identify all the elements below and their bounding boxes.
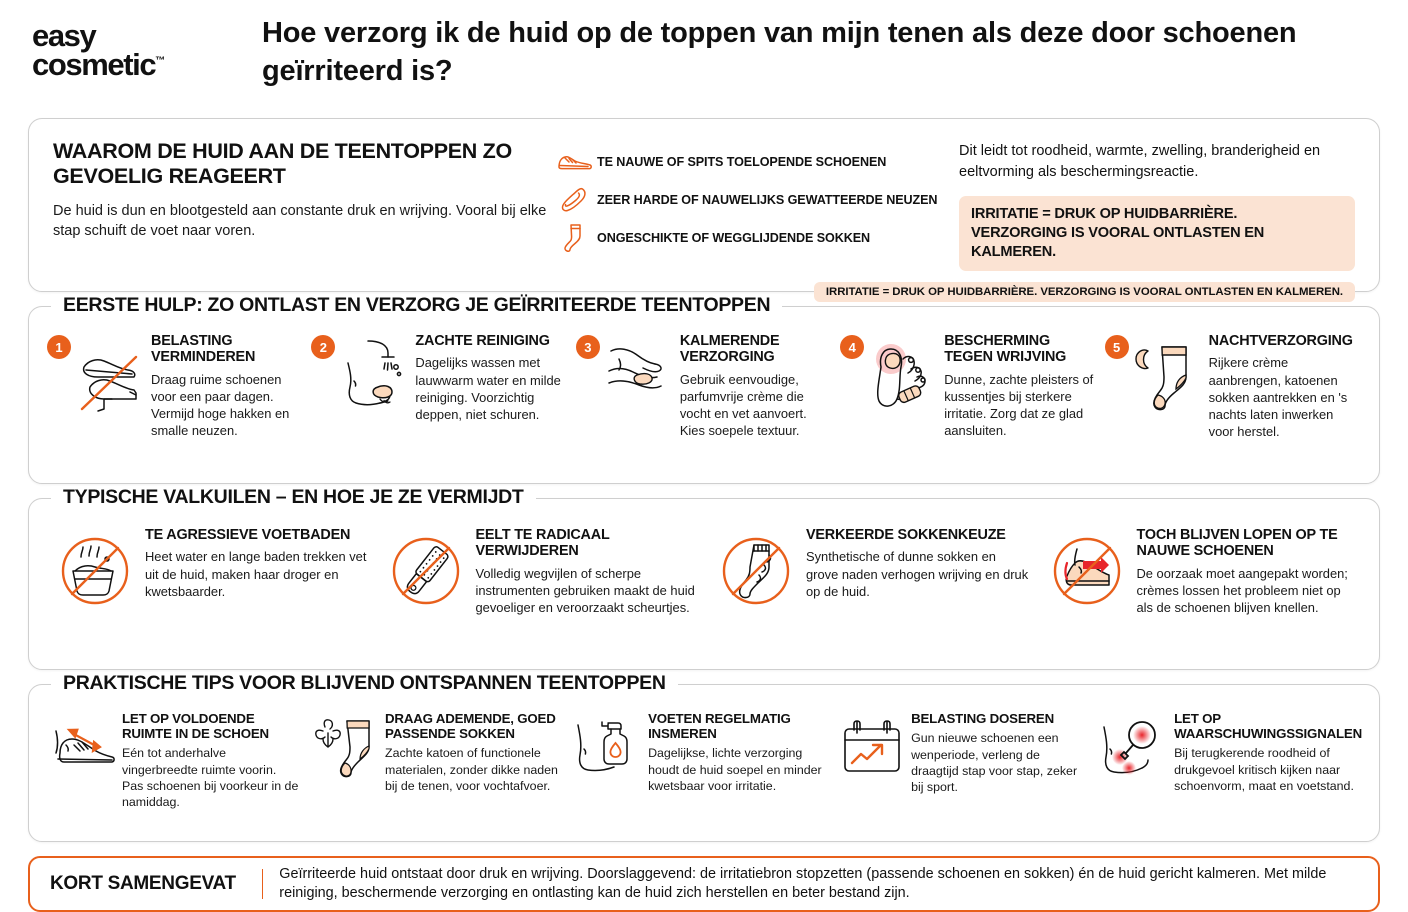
step-title: NACHTVERZORGING (1208, 333, 1353, 349)
pitfall-title: TE AGRESSIEVE VOETBADEN (145, 527, 351, 543)
insole-icon (553, 186, 597, 214)
tip-title: BELASTING DOSEREN (911, 711, 1054, 726)
step-text-block (1205, 333, 1361, 483)
pitfalls-card (28, 486, 1380, 670)
brand-logo-line1: easy (32, 18, 96, 53)
irritation-highlight-box (959, 196, 1355, 271)
pitfall-item (43, 527, 374, 669)
step-text-block (147, 333, 303, 483)
irritation-highlight-strip: IRRITATIE = DRUK OP HUIDBARRIÈRE. VERZORGING IS VOORAL ONTLASTEN EN KALMEREN. (814, 282, 1355, 302)
first-aid-step (307, 333, 571, 483)
step-number-badge: 2 (311, 335, 335, 359)
tip-title: VOETEN REGELMATIG INSMEREN (648, 711, 791, 742)
step-description: Draag ruime schoenen voor een paar dagen. Vermijd hoge hakken en smalle neuzen. (151, 371, 290, 439)
tip-item (304, 711, 567, 841)
step-title: KALMERENDE VERZORGING (679, 333, 780, 366)
first-aid-step (836, 333, 1100, 483)
tight-shoe-forbidden-icon (1041, 527, 1133, 669)
pitfall-item (704, 527, 1035, 669)
sock-icon (553, 223, 597, 253)
step-description: Dunne, zachte pleisters of kussentjes bij sterkere irritatie. Zorg dat ze glad aansluiten. (944, 371, 1094, 439)
night-sock-moon-icon (1131, 333, 1205, 483)
step-text-block (676, 333, 832, 483)
cause-label: ONGESCHIKTE OF WEGGLIJDENDE SOKKEN (597, 231, 870, 245)
tip-description: Dagelijkse, lichte verzorging houdt de huid soepel en minder kwetsbaar voor irritatie. (648, 746, 822, 794)
pitfalls-heading: TYPISCHE VALKUILEN – EN HOE JE ZE VERMIJDT (51, 486, 536, 509)
shoe-space-arrow-icon (46, 711, 120, 841)
why-causes-list (553, 139, 953, 291)
cotton-sock-icon (309, 711, 383, 841)
step-text-block (411, 333, 567, 483)
step-number-badge: 3 (576, 335, 600, 359)
pitfall-description: Volledig wegvijlen of scherpe instrumenten gebruiken maakt de huid gevoeliger en veroorzaakt scheurtjes. (475, 565, 695, 616)
first-aid-step (572, 333, 836, 483)
high-heel-crossed-icon (73, 333, 147, 483)
lotion-bottle-foot-icon (572, 711, 646, 841)
tip-text-block (1172, 711, 1362, 841)
tip-description: Eén tot anderhalve vingerbreedte ruimte voorin. Pas schoenen bij voorkeur in de namiddag. (122, 746, 299, 810)
first-aid-step (1101, 333, 1365, 483)
step-number-badge: 1 (47, 335, 71, 359)
summary-label: KORT SAMENGEVAT (50, 873, 236, 894)
shoe-icon (553, 151, 597, 173)
why-consequence: Dit leidt tot roodheid, warmte, zwelling, branderigheid en eeltvorming als beschermingsreactie. (959, 143, 1321, 180)
tip-text-block (120, 711, 299, 841)
summary-text: Geïrriteerde huid ontstaat door druk en wrijving. Doorslaggevend: de irritatiebron stopzetten (passende schoenen en sokken) én de huid gericht kalmeren. Met milde reiniging, beschermende verzorging en ontlasting kan de huid zich herstellen en beter bestand zijn. (279, 865, 1327, 901)
tip-text-block (383, 711, 562, 841)
step-number-badge: 5 (1105, 335, 1129, 359)
cause-label: ZEER HARDE OF NAUWELIJKS GEWATTEERDE NEUZEN (597, 193, 938, 207)
pitfall-text-block (141, 527, 368, 669)
first-aid-heading: EERSTE HULP: ZO ONTLAST EN VERZORG JE GEÏRRITEERDE TEENTOPPEN (51, 294, 782, 317)
highlight-line-2: VERZORGING IS VOORAL ONTLASTEN EN KALMEREN. (971, 225, 1265, 261)
step-title: BELASTING VERMINDEREN (151, 333, 256, 366)
tip-description: Bij terugkerende roodheid of drukgevoel kritisch kijken naar schoenvorm, maat en voetstand. (1174, 746, 1354, 794)
pitfall-description: Synthetische of dunne sokken en grove naden verhogen wrijving en druk op de huid. (806, 549, 1029, 599)
pitfall-title: EELT TE RADICAAL VERWIJDEREN (475, 527, 610, 560)
highlight-line-1: IRRITATIE = DRUK OP HUIDBARRIÈRE. (971, 206, 1238, 223)
why-left (53, 139, 553, 291)
why-card (28, 118, 1380, 298)
pitfall-text-block (1133, 527, 1360, 669)
page-title: Hoe verzorg ik de huid op de toppen van mijn tenen als deze door schoenen geïrriteerd is? (262, 17, 1297, 88)
pitfall-item (374, 527, 705, 669)
tip-text-block (646, 711, 825, 841)
first-aid-card (28, 294, 1380, 484)
why-paragraph: De huid is dun en blootgesteld aan constante druk en wrijving. Vooral bij elke stap schuift de voet naar voren. (53, 202, 547, 240)
wrong-sock-forbidden-icon (710, 527, 802, 669)
why-right (953, 139, 1355, 291)
tip-title: LET OP WAARSCHUWINGSSIGNALEN (1174, 711, 1362, 742)
tip-title: LET OP VOLDOENDE RUIMTE IN DE SCHOEN (122, 711, 269, 742)
page-header (0, 0, 1408, 118)
pitfall-title: TOCH BLIJVEN LOPEN OP TE NAUWE SCHOENEN (1136, 527, 1338, 560)
pitfall-description: Heet water en lange baden trekken vet uit de huid, maken haar droger en kwetsbaarder. (145, 549, 367, 599)
trademark-symbol: ™ (155, 55, 166, 67)
first-aid-step (43, 333, 307, 483)
cause-item (553, 143, 953, 181)
tip-description: Gun nieuwe schoenen een wenperiode, verleng de draagtijd stap voor stap, zeker bij sport. (911, 731, 1078, 795)
cause-item (553, 181, 953, 219)
step-title: ZACHTE REINIGING (415, 333, 550, 349)
cause-item (553, 219, 953, 257)
brand-logo (0, 14, 262, 80)
tips-heading: PRAKTISCHE TIPS VOOR BLIJVEND ONTSPANNEN TEENTOPPEN (51, 672, 678, 695)
foot-washing-icon (337, 333, 411, 483)
pitfall-text-block (472, 527, 699, 669)
brand-logo-line2: cosmetic™ (32, 46, 166, 82)
cream-application-icon (602, 333, 676, 483)
step-text-block (940, 333, 1096, 483)
pitfall-item (1035, 527, 1366, 669)
headline-block (262, 14, 1408, 91)
step-title: BESCHERMING TEGEN WRIJVING (944, 333, 1067, 366)
toe-plaster-icon (866, 333, 940, 483)
why-heading: WAAROM DE HUID AAN DE TEENTOPPEN ZO GEVOELIG REAGEERT (53, 139, 512, 188)
cause-label: TE NAUWE OF SPITS TOELOPENDE SCHOENEN (597, 155, 887, 169)
callus-file-forbidden-icon (380, 527, 472, 669)
pitfall-description: De oorzaak moet aangepakt worden; crèmes lossen het probleem niet op als de schoenen blijven knellen. (1136, 565, 1348, 616)
tip-item (1093, 711, 1367, 841)
pitfall-text-block (802, 527, 1029, 669)
foot-magnifier-warning-icon (1098, 711, 1172, 841)
tip-item (567, 711, 830, 841)
step-description: Gebruik eenvoudige, parfumvrije crème die vocht en vet aanvoert. Kies soepele textuur. (679, 371, 807, 439)
tip-description: Zachte katoen of functionele materialen, zonder dikke naden bij de tenen, voor vochtafvoer. (385, 746, 558, 794)
step-number-badge: 4 (840, 335, 864, 359)
step-description: Rijkere crème aanbrengen, katoenen sokken aantrekken en 's nachts laten inwerken voor herstel. (1208, 355, 1348, 440)
summary-bar (28, 856, 1380, 912)
step-description: Dagelijks wassen met lauwwarm water en milde reiniging. Voorzichtig deppen, niet schuren. (415, 355, 561, 422)
hot-footbath-forbidden-icon (49, 527, 141, 669)
tip-text-block (909, 711, 1088, 841)
tips-card (28, 672, 1380, 842)
tip-title: DRAAG ADEMENDE, GOED PASSENDE SOKKEN (385, 711, 556, 742)
pitfall-title: VERKEERDE SOKKENKEUZE (806, 527, 1006, 543)
calendar-trend-icon (835, 711, 909, 841)
summary-divider (262, 869, 263, 899)
tip-item (830, 711, 1093, 841)
tip-item (41, 711, 304, 841)
